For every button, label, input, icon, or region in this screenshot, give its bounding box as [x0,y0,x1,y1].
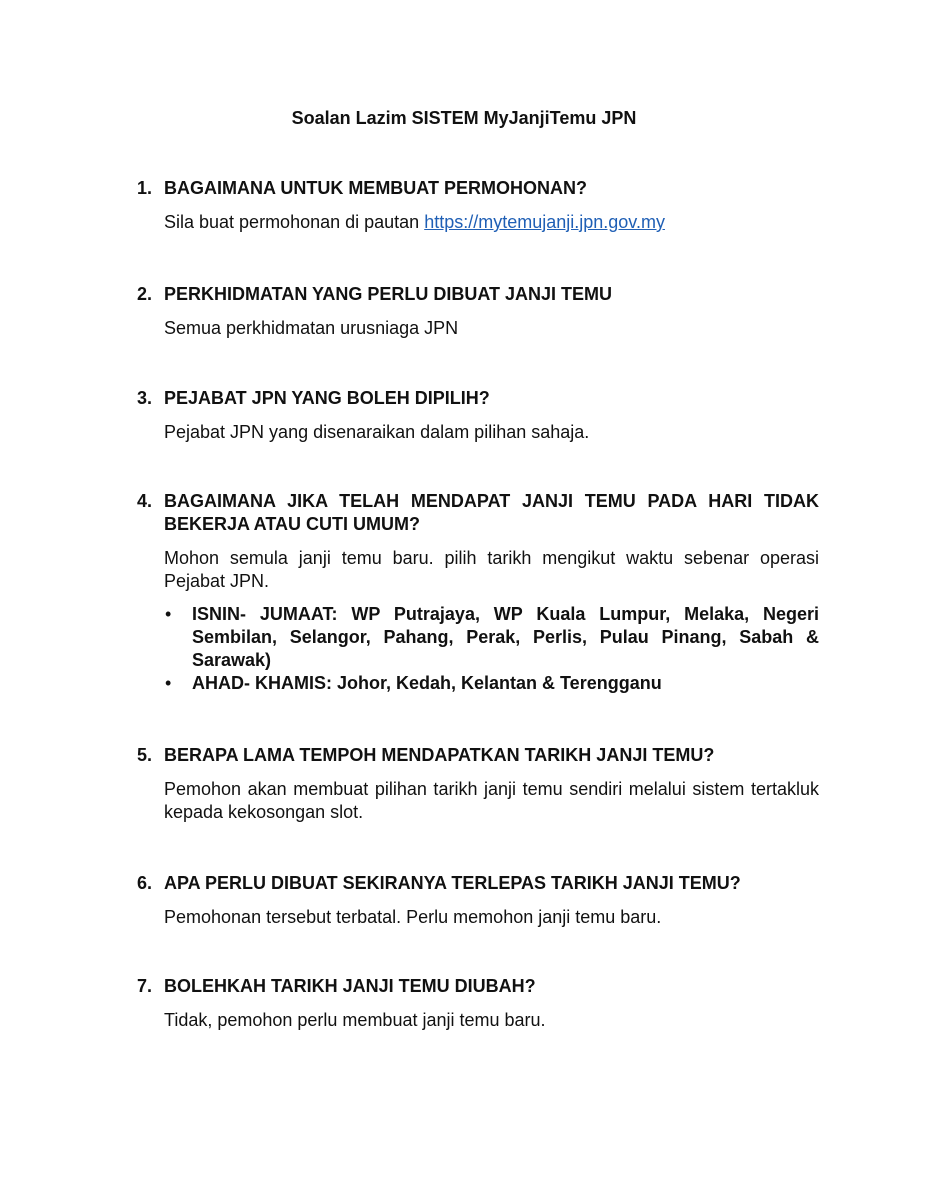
list-item: • AHAD- KHAMIS: Johor, Kedah, Kelantan & Terengganu [164,672,819,695]
question-heading [137,872,819,895]
question-number: 7. [137,976,153,996]
question-heading [137,744,819,767]
question-heading [137,283,819,306]
faq-item-7 [137,975,819,1032]
answer-text: Pemohonan tersebut terbatal. Perlu memohon janji temu baru. [164,907,662,927]
question-text: APA PERLU DIBUAT SEKIRANYA TERLEPAS TARIKH JANJI TEMU? [164,873,741,893]
question-heading [137,490,819,536]
question-text: BERAPA LAMA TEMPOH MENDAPATKAN TARIKH JANJI TEMU? [164,745,715,765]
answer-text: Pejabat JPN yang disenaraikan dalam pilihan sahaja. [164,422,590,442]
answer-text: Pemohon akan membuat pilihan tarikh janji temu sendiri melalui sistem tertakluk kepada kekosongan slot. [164,779,819,822]
question-heading [137,387,819,410]
question-heading [137,975,819,998]
faq-item-6 [137,872,819,929]
question-number: 5. [137,745,153,765]
question-number: 6. [137,873,153,893]
question-number: 2. [137,284,153,304]
page-title: Soalan Lazim SISTEM MyJanjiTemu JPN [291,108,637,128]
question-number: 4. [137,491,153,511]
faq-item-5 [137,744,819,824]
question-number: 1. [137,178,153,198]
list-item: • ISNIN- JUMAAT: WP Putrajaya, WP Kuala Lumpur, Melaka, Negeri Sembilan, Selangor, Pahang, Perak, Perlis, Pulau Pinang, Sabah & Sarawak) [164,603,819,672]
answer-prefix: Sila buat permohonan di pautan [164,212,425,232]
answer-text: Tidak, pemohon perlu membuat janji temu baru. [164,1010,546,1030]
application-link[interactable]: https://mytemujanji.jpn.gov.my [424,212,665,232]
answer-text [164,211,819,234]
question-text: PERKHIDMATAN YANG PERLU DIBUAT JANJI TEMU [164,284,613,304]
answer-text: Mohon semula janji temu baru. pilih tarikh mengikut waktu sebenar operasi Pejabat JPN. [164,548,819,591]
question-text: BAGAIMANA JIKA TELAH MENDAPAT JANJI TEMU PADA HARI TIDAK BEKERJA ATAU CUTI UMUM? [164,491,819,534]
faq-item-3 [137,387,819,444]
answer-text: Semua perkhidmatan urusniaga JPN [164,318,459,338]
faq-item-1 [137,177,819,234]
question-text: BOLEHKAH TARIKH JANJI TEMU DIUBAH? [164,976,536,996]
question-text: PEJABAT JPN YANG BOLEH DIPILIH? [164,388,490,408]
faq-item-4 [137,490,819,695]
operating-days-list [164,603,819,695]
question-text: BAGAIMANA UNTUK MEMBUAT PERMOHONAN? [164,178,587,198]
question-heading [137,177,819,200]
question-number: 3. [137,388,153,408]
faq-item-2 [137,283,819,340]
